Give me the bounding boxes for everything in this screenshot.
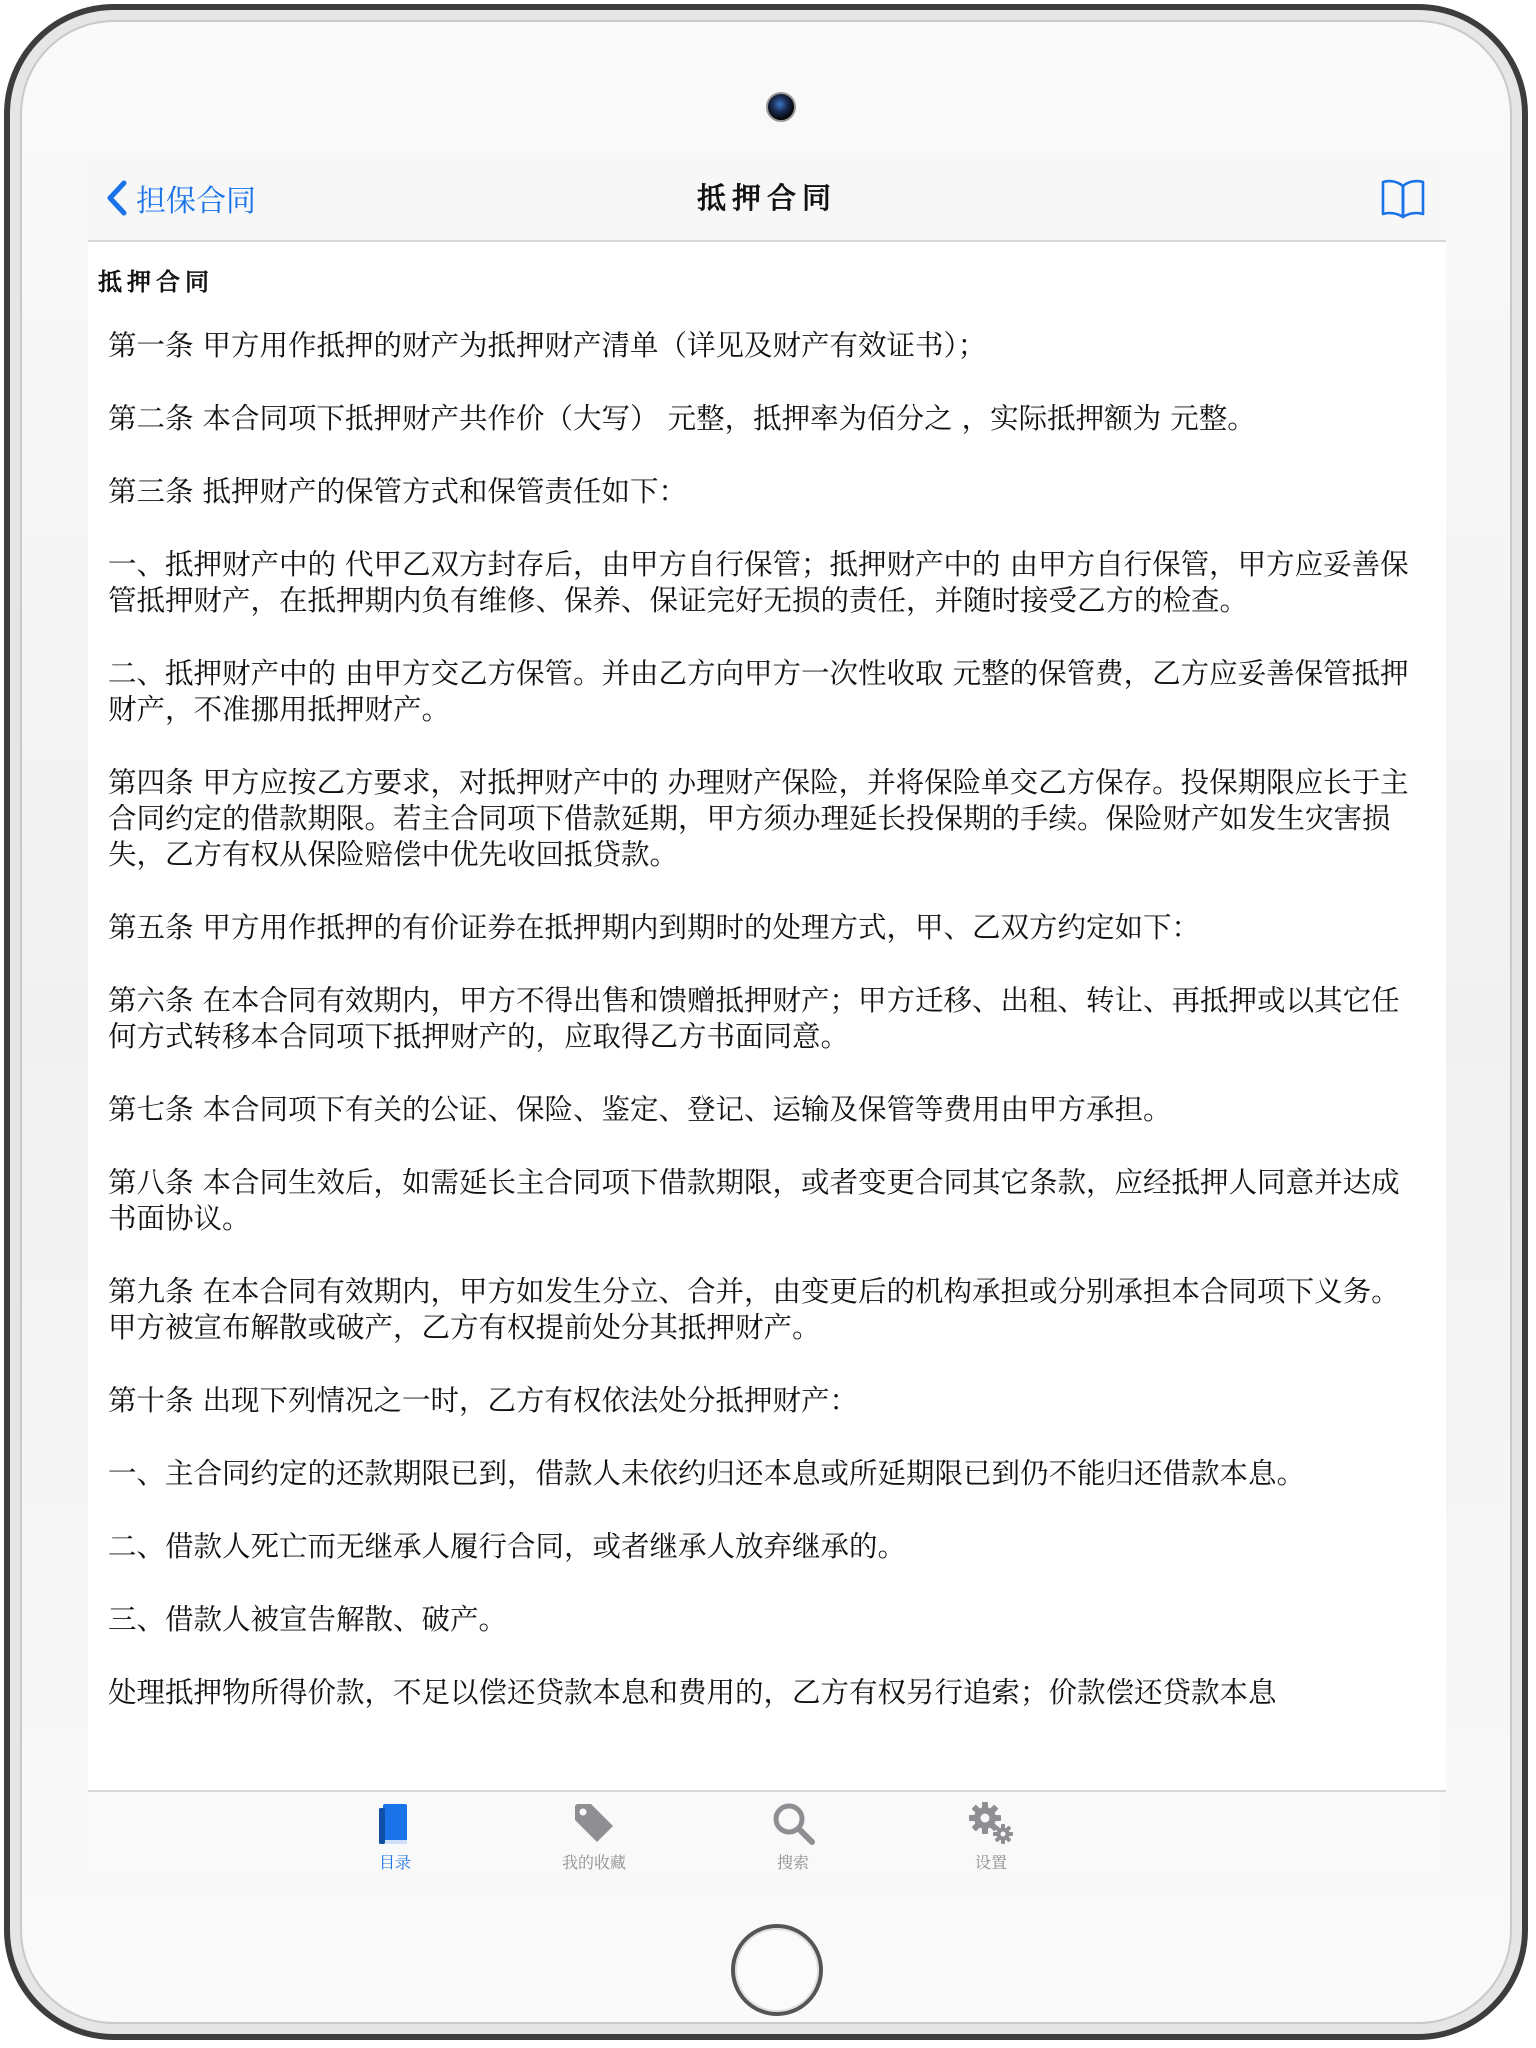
paragraph: 第四条 甲方应按乙方要求，对抵押财产中的 办理财产保险，并将保险单交乙方保存。投保期限应长于主合同约定的借款期限。若主合同项下借款延期，甲方须办理延长投保期的手续。保险财产如发生灾害损失，乙方有权从保险赔偿中优先收回抵贷款。 <box>108 766 1409 871</box>
paragraph: 处理抵押物所得价款，不足以偿还贷款本息和费用的，乙方有权另行追索；价款偿还贷款本息 <box>108 1676 1277 1709</box>
tab-label: 目录 <box>378 1853 411 1872</box>
paragraph: 二、借款人死亡而无继承人履行合同，或者继承人放弃继承的。 <box>108 1530 907 1563</box>
paragraph: 第七条 本合同项下有关的公证、保险、鉴定、登记、运输及保管等费用由甲方承担。 <box>108 1093 1172 1126</box>
open-book-icon <box>1380 176 1426 220</box>
document-content[interactable] <box>88 242 1446 1790</box>
tag-icon <box>571 1800 617 1846</box>
paragraph: 二、抵押财产中的 由甲方交乙方保管。并由乙方向甲方一次性收取 元整的保管费，乙方应妥善保管抵押财产，不准挪用抵押财产。 <box>108 657 1409 726</box>
home-button[interactable] <box>731 1924 823 2016</box>
tab-favorites[interactable] <box>534 1800 654 1873</box>
tab-label: 搜索 <box>776 1853 809 1872</box>
paragraph: 第三条 抵押财产的保管方式和保管责任如下： <box>108 475 688 508</box>
paragraph: 第九条 在本合同有效期内，甲方如发生分立、合并，由变更后的机构承担或分别承担本合同项下义务。甲方被宣布解散或破产，乙方有权提前处分其抵押财产。 <box>108 1275 1400 1344</box>
book-icon <box>375 1800 415 1846</box>
tab-catalog[interactable] <box>335 1800 455 1873</box>
paragraph: 第五条 甲方用作抵押的有价证券在抵押期内到期时的处理方式，甲、乙双方约定如下： <box>108 911 1201 944</box>
back-label: 担保合同 <box>136 184 256 219</box>
paragraph: 三、借款人被宣告解散、破产。 <box>108 1603 508 1636</box>
paragraph: 第十条 出现下列情况之一时，乙方有权依法处分抵押财产： <box>108 1384 859 1417</box>
app-screen <box>88 154 1446 1878</box>
paragraph: 一、主合同约定的还款期限已到，借款人未依约归还本息或所延期限已到仍不能归还借款本息。 <box>108 1457 1306 1490</box>
tab-bar <box>88 1790 1446 1878</box>
bookmark-button[interactable] <box>1380 176 1426 220</box>
paragraph: 一、抵押财产中的 代甲乙双方封存后，由甲方自行保管；抵押财产中的 由甲方自行保管，甲方应妥善保管抵押财产，在抵押期内负有维修、保养、保证完好无损的责任，并随时接受乙方的检查。 <box>108 548 1409 617</box>
gear-icon <box>967 1800 1015 1846</box>
tab-search[interactable] <box>733 1800 853 1873</box>
search-icon <box>770 1800 816 1846</box>
navigation-bar <box>88 154 1446 242</box>
paragraph: 第二条 本合同项下抵押财产共作价（大写） 元整，抵押率为佰分之 ，实际抵押额为 元整。 <box>108 402 1256 435</box>
front-camera <box>766 92 796 122</box>
paragraph: 第六条 在本合同有效期内，甲方不得出售和馈赠抵押财产；甲方迁移、出租、转让、再抵押或以其它任何方式转移本合同项下抵押财产的，应取得乙方书面同意。 <box>108 984 1400 1053</box>
document-heading: 抵押合同 <box>98 268 214 296</box>
tab-label: 我的收藏 <box>561 1853 626 1872</box>
tab-settings[interactable] <box>931 1800 1051 1873</box>
page-title: 抵押合同 <box>696 181 837 215</box>
tab-label: 设置 <box>974 1853 1007 1872</box>
paragraph: 第八条 本合同生效后，如需延长主合同项下借款期限，或者变更合同其它条款，应经抵押人同意并达成书面协议。 <box>108 1166 1400 1235</box>
document-body <box>108 328 1426 1748</box>
paragraph: 第一条 甲方用作抵押的财产为抵押财产清单（详见及财产有效证书）； <box>108 329 987 362</box>
